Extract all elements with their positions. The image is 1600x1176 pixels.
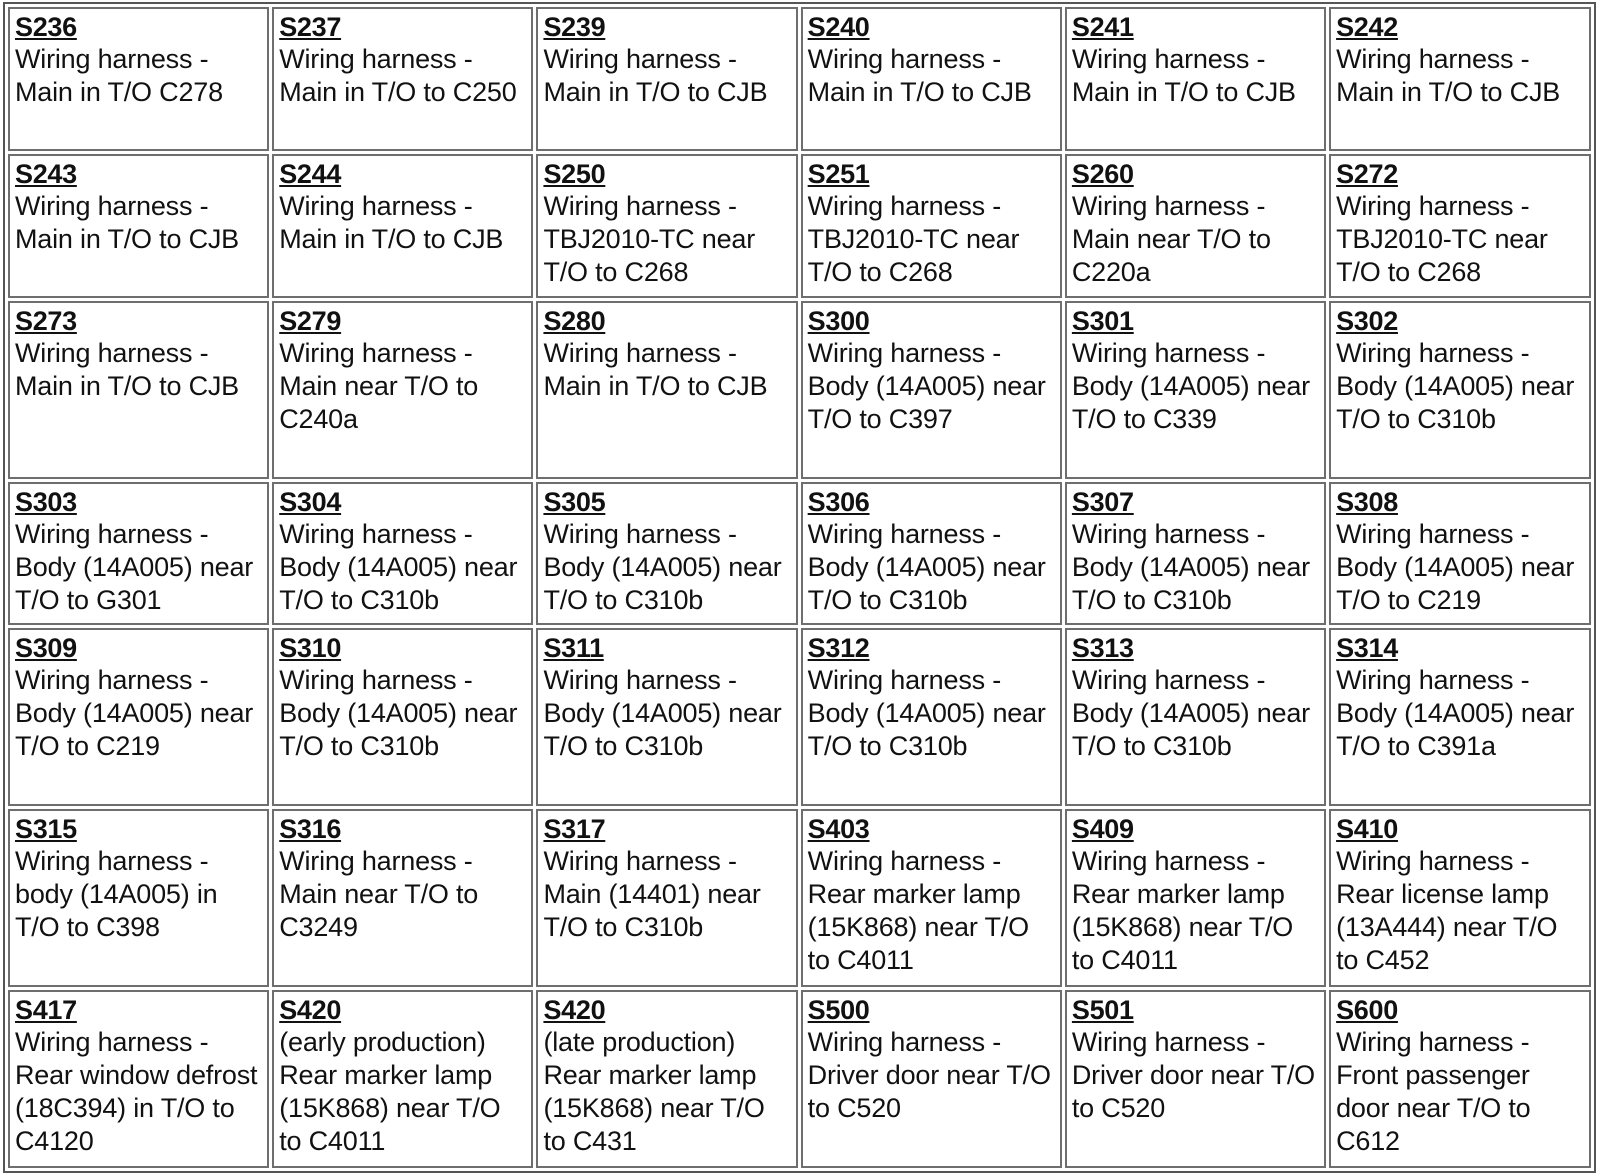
splice-location-description: (early production) Rear marker lamp (15K868) near T/O to C4011	[279, 1027, 501, 1156]
splice-id-link[interactable]: S309	[15, 633, 77, 663]
splice-id-link[interactable]: S315	[15, 814, 77, 844]
splice-cell	[8, 7, 269, 151]
splice-cell	[1329, 7, 1591, 151]
splice-id-link[interactable]: S240	[807, 12, 870, 42]
splice-id-link[interactable]: S403	[807, 814, 870, 844]
splice-cell	[536, 301, 797, 479]
splice-location-description: Wiring harness - Body (14A005) near T/O to C310b	[543, 665, 782, 761]
splice-id-link[interactable]: S279	[279, 306, 342, 336]
splice-cell	[536, 482, 797, 625]
splice-id-link[interactable]: S307	[1071, 487, 1134, 517]
splice-id-link[interactable]: S312	[807, 633, 870, 663]
splice-cell	[1065, 301, 1326, 479]
splice-location-description: Wiring harness - Body (14A005) near T/O to C310b	[807, 665, 1046, 761]
splice-id-link[interactable]: S417	[15, 995, 77, 1025]
splice-id-link[interactable]: S303	[15, 487, 77, 517]
splice-id-link[interactable]: S310	[279, 633, 342, 663]
splice-location-description: Wiring harness - Body (14A005) near T/O to G301	[15, 519, 254, 615]
splice-id-link[interactable]: S306	[807, 487, 870, 517]
splice-id-link[interactable]: S305	[543, 487, 606, 517]
splice-location-description: (late production) Rear marker lamp (15K868) near T/O to C431	[543, 1027, 765, 1156]
splice-location-description: Wiring harness - Rear marker lamp (15K868) near T/O to C4011	[807, 846, 1029, 975]
splice-location-description: Wiring harness - Driver door near T/O to C520	[807, 1027, 1051, 1123]
splice-id-link[interactable]: S500	[807, 995, 870, 1025]
splice-location-description: Wiring harness - Main in T/O to CJB	[15, 191, 239, 254]
splice-cell	[8, 154, 269, 298]
splice-cell	[272, 7, 533, 151]
splice-location-description: Wiring harness - TBJ2010-TC near T/O to C268	[543, 191, 756, 287]
splice-cell	[1329, 990, 1591, 1168]
splice-location-description: Wiring harness - Main near T/O to C240a	[279, 338, 479, 434]
splice-cell	[1329, 809, 1591, 987]
splice-cell	[1065, 154, 1326, 298]
splice-cell	[1329, 628, 1591, 806]
splice-location-description: Wiring harness - Body (14A005) near T/O to C397	[807, 338, 1046, 434]
splice-cell	[1065, 990, 1326, 1168]
splice-id-link[interactable]: S313	[1071, 633, 1134, 663]
splice-id-link[interactable]: S239	[543, 12, 606, 42]
table-body	[8, 7, 1591, 1168]
table-row	[8, 482, 1591, 625]
splice-location-description: Wiring harness - Main in T/O to C250	[279, 44, 517, 107]
splice-id-link[interactable]: S280	[543, 306, 606, 336]
splice-location-description: Wiring harness - Rear license lamp (13A444) near T/O to C452	[1336, 846, 1558, 975]
table-row	[8, 301, 1591, 479]
splice-cell	[8, 809, 269, 987]
splice-location-description: Wiring harness - Body (14A005) near T/O to C310b	[807, 519, 1046, 615]
table-row	[8, 7, 1591, 151]
table-row	[8, 628, 1591, 806]
splice-id-link[interactable]: S237	[279, 12, 342, 42]
splice-location-description: Wiring harness - Main near T/O to C220a	[1071, 191, 1271, 287]
splice-cell	[8, 628, 269, 806]
splice-location-description: Wiring harness - Main in T/O to CJB	[1336, 44, 1561, 107]
splice-location-description: Wiring harness - Rear marker lamp (15K868) near T/O to C4011	[1071, 846, 1294, 975]
splice-id-link[interactable]: S241	[1071, 12, 1134, 42]
splice-cell	[272, 809, 533, 987]
table-row	[8, 990, 1591, 1168]
splice-cell	[801, 990, 1062, 1168]
splice-id-link[interactable]: S272	[1336, 159, 1398, 189]
splice-location-table	[3, 2, 1596, 1173]
splice-location-description: Wiring harness - Main in T/O to CJB	[1071, 44, 1296, 107]
splice-cell	[536, 628, 797, 806]
splice-location-description: Wiring harness - Main in T/O C278	[15, 44, 223, 107]
splice-id-link[interactable]: S304	[279, 487, 342, 517]
splice-cell	[801, 809, 1062, 987]
splice-location-description: Wiring harness - Body (14A005) near T/O to C219	[1336, 519, 1575, 615]
table-row	[8, 809, 1591, 987]
splice-cell	[801, 7, 1062, 151]
splice-cell	[1065, 482, 1326, 625]
splice-id-link[interactable]: S410	[1336, 814, 1398, 844]
splice-id-link[interactable]: S260	[1071, 159, 1134, 189]
splice-id-link[interactable]: S311	[543, 633, 604, 663]
splice-id-link[interactable]: S420	[543, 995, 606, 1025]
splice-location-description: Wiring harness - TBJ2010-TC near T/O to C268	[807, 191, 1020, 287]
splice-cell	[272, 990, 533, 1168]
splice-cell	[536, 154, 797, 298]
splice-id-link[interactable]: S301	[1071, 306, 1134, 336]
splice-cell	[8, 482, 269, 625]
splice-location-description: Wiring harness - Main in T/O to CJB	[279, 191, 504, 254]
splice-location-description: Wiring harness - Body (14A005) near T/O to C310b	[543, 519, 782, 615]
splice-location-description: Wiring harness - Body (14A005) near T/O to C219	[15, 665, 254, 761]
splice-location-description: Wiring harness - body (14A005) in T/O to C398	[15, 846, 218, 942]
splice-cell	[801, 482, 1062, 625]
splice-cell	[1065, 7, 1326, 151]
splice-cell	[272, 154, 533, 298]
splice-location-description: Wiring harness - Main in T/O to CJB	[807, 44, 1032, 107]
splice-location-description: Wiring harness - Main (14401) near T/O to C310b	[543, 846, 761, 942]
splice-id-link[interactable]: S409	[1071, 814, 1134, 844]
splice-cell	[1329, 154, 1591, 298]
splice-location-description: Wiring harness - Body (14A005) near T/O to C310b	[1071, 665, 1310, 761]
splice-cell	[536, 990, 797, 1168]
splice-location-description: Wiring harness - Main in T/O to CJB	[543, 44, 768, 107]
splice-cell	[1065, 809, 1326, 987]
splice-id-link[interactable]: S251	[807, 159, 870, 189]
splice-cell	[272, 628, 533, 806]
splice-cell	[272, 482, 533, 625]
splice-id-link[interactable]: S314	[1336, 633, 1398, 663]
splice-id-link[interactable]: S243	[15, 159, 77, 189]
splice-id-link[interactable]: S300	[807, 306, 870, 336]
splice-id-link[interactable]: S244	[279, 159, 342, 189]
splice-cell	[1329, 301, 1591, 479]
splice-location-description: Wiring harness - Body (14A005) near T/O to C310b	[1336, 338, 1575, 434]
splice-cell	[801, 301, 1062, 479]
splice-location-description: Wiring harness - Main in T/O to CJB	[543, 338, 768, 401]
splice-location-description: Wiring harness - Main near T/O to C3249	[279, 846, 479, 942]
splice-id-link[interactable]: S308	[1336, 487, 1398, 517]
splice-id-link[interactable]: S302	[1336, 306, 1398, 336]
splice-cell	[8, 301, 269, 479]
splice-location-description: Wiring harness - Rear window defrost (18C394) in T/O to C4120	[15, 1027, 258, 1156]
splice-id-link[interactable]: S250	[543, 159, 606, 189]
splice-cell	[8, 990, 269, 1168]
splice-location-description: Wiring harness - Body (14A005) near T/O to C310b	[1071, 519, 1310, 615]
splice-cell	[801, 154, 1062, 298]
splice-cell	[536, 809, 797, 987]
splice-location-description: Wiring harness - Driver door near T/O to C520	[1071, 1027, 1315, 1123]
splice-id-link[interactable]: S242	[1336, 12, 1398, 42]
splice-location-description: Wiring harness - TBJ2010-TC near T/O to C268	[1336, 191, 1548, 287]
splice-id-link[interactable]: S501	[1071, 995, 1134, 1025]
table-row	[8, 154, 1591, 298]
splice-id-link[interactable]: S317	[543, 814, 606, 844]
splice-location-description: Wiring harness - Body (14A005) near T/O to C391a	[1336, 665, 1575, 761]
splice-location-description: Wiring harness - Front passenger door near T/O to C612	[1336, 1027, 1531, 1156]
splice-cell	[801, 628, 1062, 806]
splice-location-description: Wiring harness - Body (14A005) near T/O to C310b	[279, 519, 518, 615]
splice-cell	[1065, 628, 1326, 806]
splice-cell	[1329, 482, 1591, 625]
splice-location-description: Wiring harness - Body (14A005) near T/O to C310b	[279, 665, 518, 761]
splice-id-link[interactable]: S420	[279, 995, 342, 1025]
splice-id-link[interactable]: S236	[15, 12, 77, 42]
splice-location-description: Wiring harness - Main in T/O to CJB	[15, 338, 239, 401]
splice-cell	[272, 301, 533, 479]
splice-id-link[interactable]: S273	[15, 306, 77, 336]
splice-id-link[interactable]: S316	[279, 814, 342, 844]
splice-cell	[536, 7, 797, 151]
splice-location-description: Wiring harness - Body (14A005) near T/O to C339	[1071, 338, 1310, 434]
splice-id-link[interactable]: S600	[1336, 995, 1398, 1025]
